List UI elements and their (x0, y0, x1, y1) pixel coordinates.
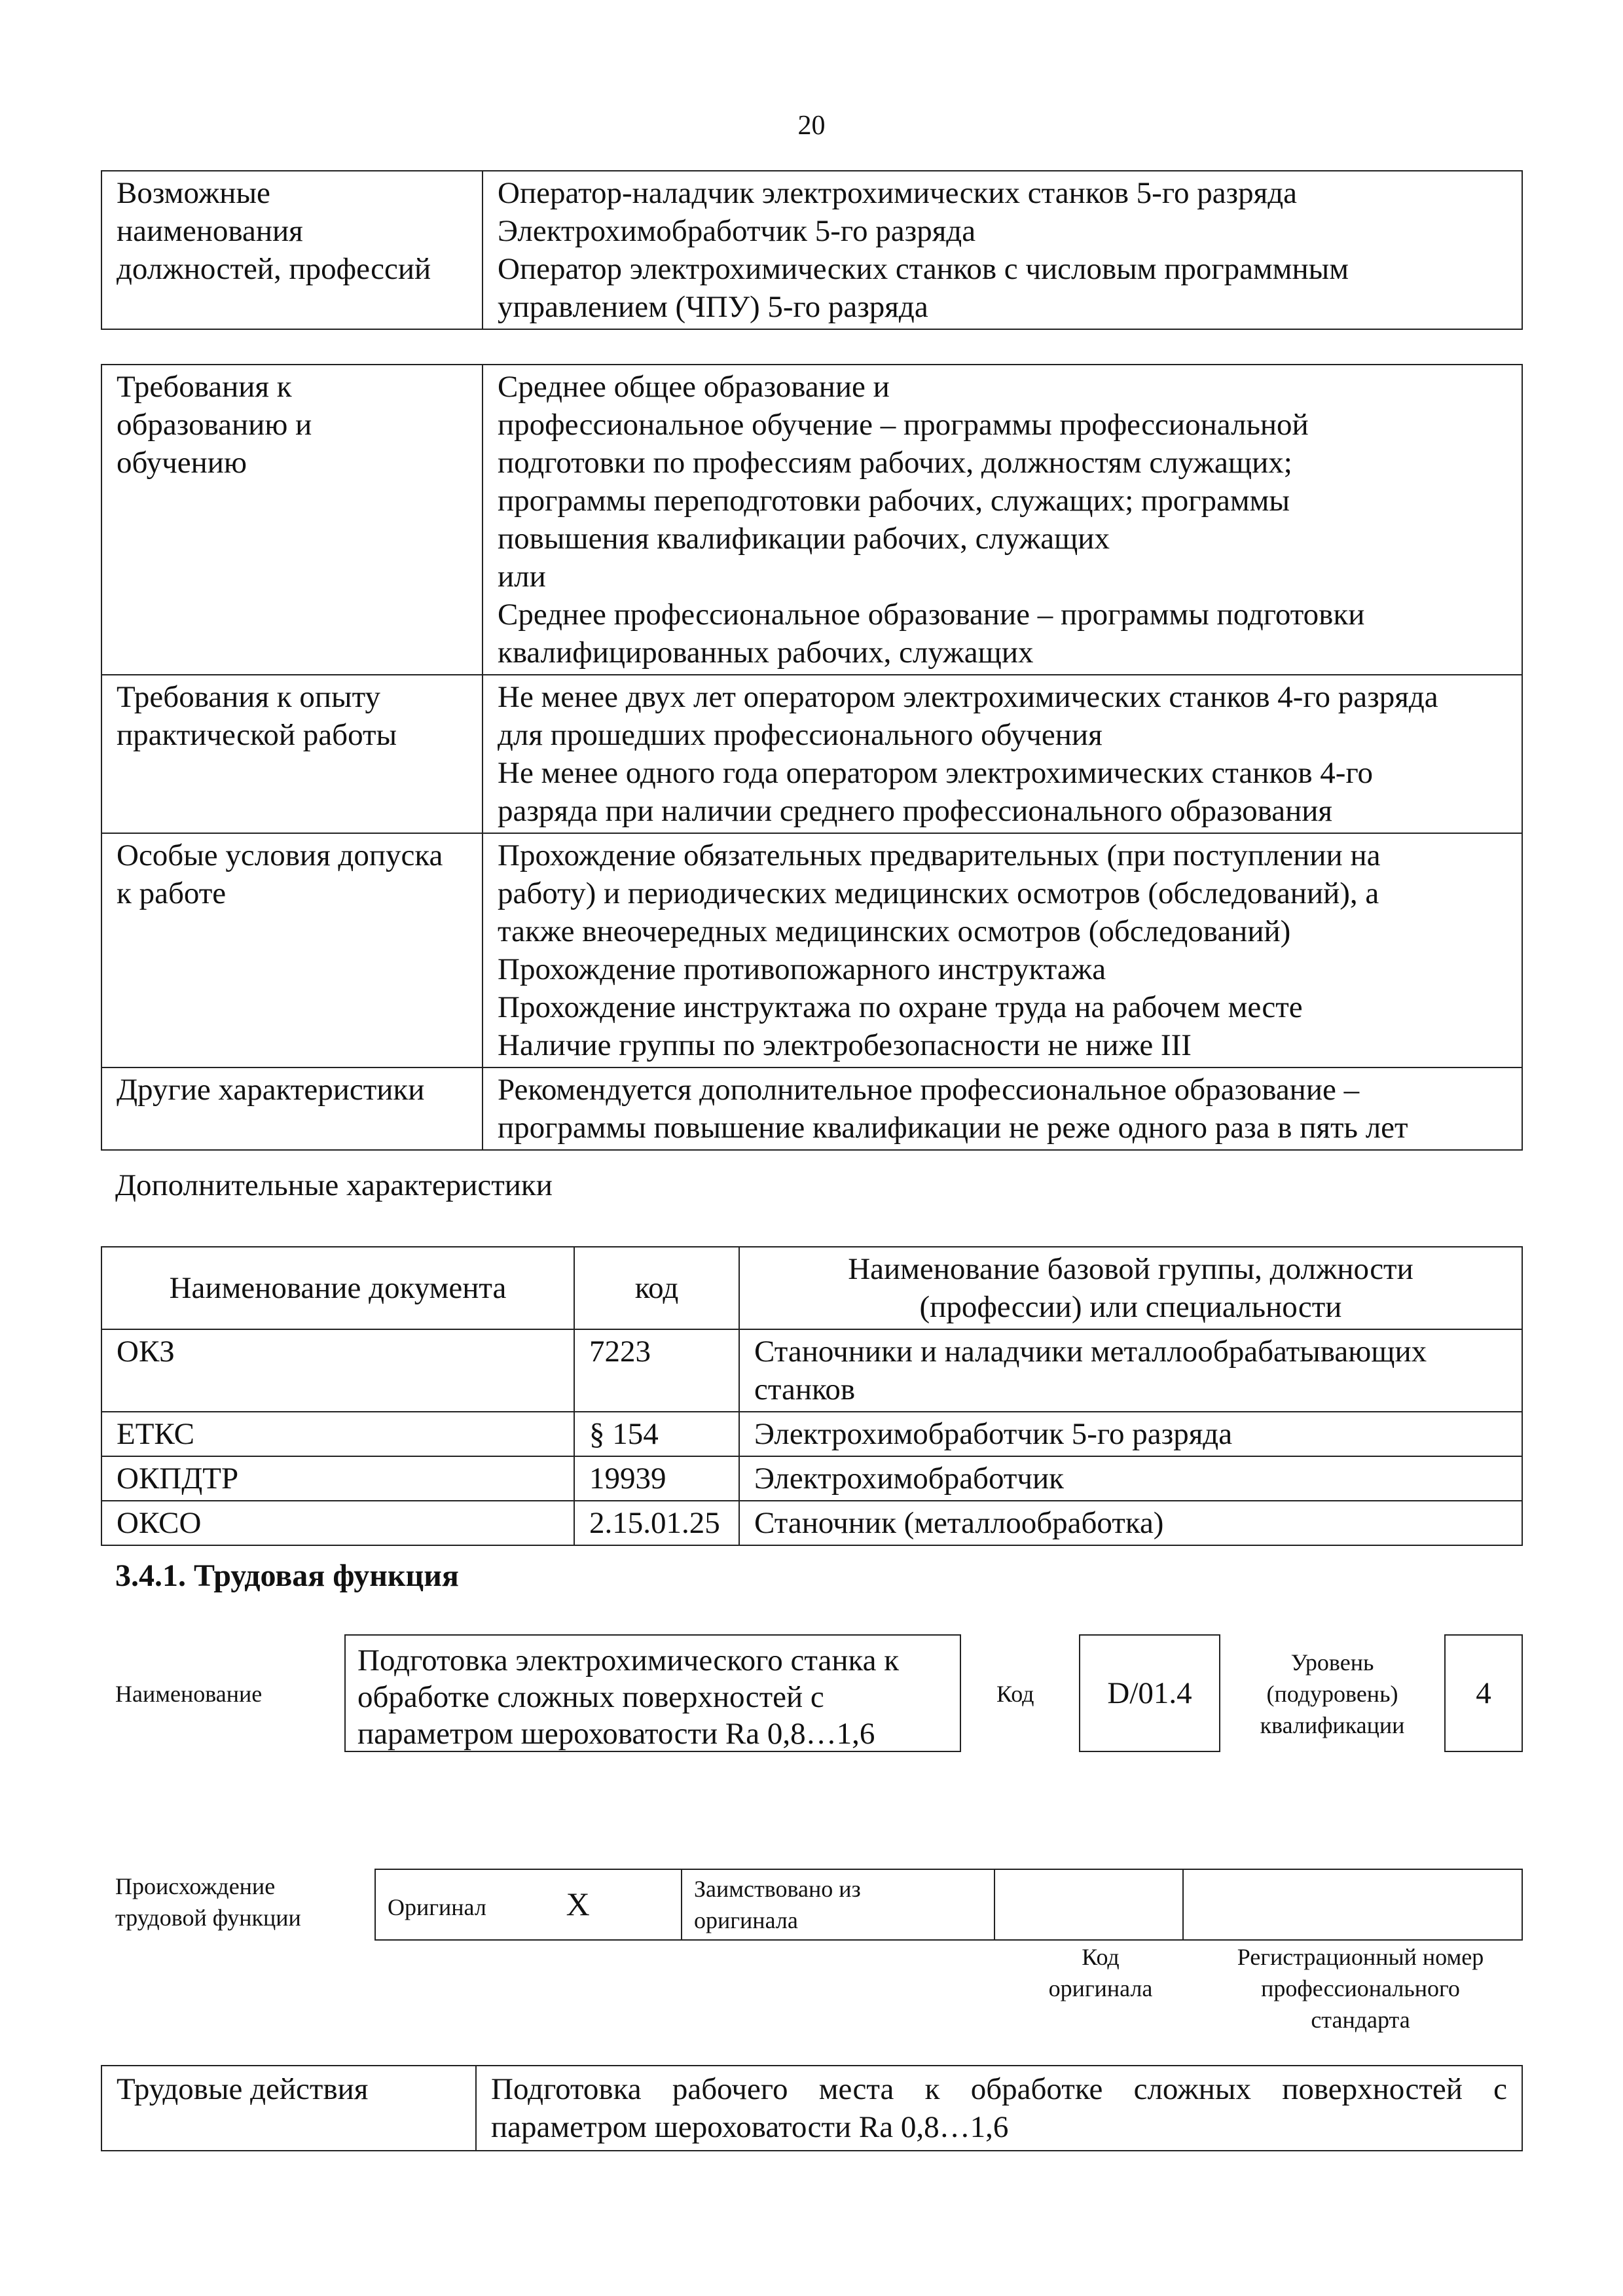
label-line: Уровень (1290, 1649, 1374, 1676)
header-line: (профессии) или специальности (919, 1290, 1342, 1324)
level-value: 4 (1476, 1676, 1491, 1710)
text-line: профессиональное обучение – программы профессиональной (498, 408, 1309, 442)
label-line: профессионального (1261, 1975, 1460, 2001)
extra-characteristics-table (101, 1246, 1523, 1546)
header-line: Наименование базовой группы, должности (848, 1252, 1413, 1286)
job-title: управлением (ЧПУ) 5-го разряда (498, 290, 928, 324)
text-line: повышения квалификации рабочих, служащих (498, 522, 1110, 556)
text-line: Рекомендуется дополнительное профессиональное образование – (498, 1073, 1360, 1107)
label-line: образованию и (117, 408, 312, 442)
label-line: Другие характеристики (117, 1073, 425, 1107)
doc-cell: ЕТКС (101, 1412, 574, 1456)
special-conditions-label (101, 833, 483, 1067)
text-line: работу) и периодических медицинских осмотров (обследований), а (498, 876, 1379, 910)
label-line: оригинала (694, 1907, 798, 1933)
function-name-box (344, 1634, 961, 1752)
label-line: (подуровень) (1266, 1681, 1398, 1707)
labor-actions-value (476, 2066, 1522, 2151)
header-group (739, 1247, 1522, 1329)
code-cell: § 154 (574, 1412, 739, 1456)
job-titles-label (101, 171, 483, 329)
label-line: должностей, профессий (117, 252, 431, 286)
text-line: для прошедших профессионального обучения (498, 718, 1103, 752)
labor-actions-label: Трудовые действия (101, 2066, 476, 2151)
header-doc: Наименование документа (101, 1247, 574, 1329)
level-box (1444, 1634, 1523, 1752)
extra-characteristics-caption: Дополнительные характеристики (115, 1168, 553, 1202)
doc-cell: ОКЗ (101, 1329, 574, 1412)
table-row (101, 2066, 1522, 2151)
label-line: обучению (117, 446, 247, 480)
name-cell: Электрохимобработчик (739, 1456, 1522, 1501)
job-titles-values (483, 171, 1522, 329)
text-line: Подготовка электрохимического станка к (357, 1643, 900, 1677)
origin-table (374, 1869, 1523, 1941)
text-line: подготовки по профессиям рабочих, должностям служащих; (498, 446, 1292, 480)
code-cell: 19939 (574, 1456, 739, 1501)
text-line: Прохождение инструктажа по охране труда на рабочем месте (498, 990, 1303, 1024)
job-title: Оператор-наладчик электрохимических станков 5-го разряда (498, 176, 1298, 210)
table-header-row (101, 1247, 1522, 1329)
label-line: Заимствовано из (694, 1876, 861, 1902)
label-line: квалификации (1260, 1712, 1405, 1738)
text-line: квалифицированных рабочих, служащих (498, 636, 1034, 670)
education-value (483, 365, 1522, 675)
text-line: программы повышение квалификации не реже одного раза в пять лет (498, 1111, 1408, 1145)
table-row (101, 1067, 1522, 1150)
table-row (101, 365, 1522, 675)
original-label: Оригинал (388, 1894, 486, 1920)
origin-label (115, 1871, 301, 1933)
label-line: Требования к опыту (117, 680, 381, 714)
registration-caption (1198, 1941, 1523, 2036)
label-line: Требования к (117, 370, 292, 404)
original-code-cell (994, 1869, 1183, 1940)
experience-label (101, 675, 483, 833)
text-line: Не менее двух лет оператором электрохимических станков 4-го разряда (498, 680, 1438, 714)
requirements-table (101, 364, 1523, 1151)
function-heading: 3.4.1. Трудовая функция (115, 1558, 459, 1593)
label-line: наименования (117, 214, 303, 248)
text-line: также внеочередных медицинских осмотров (обследований) (498, 914, 1291, 948)
text-line: станков (754, 1372, 856, 1407)
name-cell: Станочник (металлообработка) (739, 1501, 1522, 1545)
text-line: или (498, 560, 546, 594)
labor-actions-table (101, 2065, 1523, 2151)
registration-number-cell (1183, 1869, 1522, 1940)
doc-cell: ОКСО (101, 1501, 574, 1545)
experience-value (483, 675, 1522, 833)
label-line: практической работы (117, 718, 397, 752)
label-line: Код (1082, 1944, 1120, 1970)
label-line: оригинала (1048, 1975, 1153, 2001)
function-code: D/01.4 (1107, 1676, 1192, 1710)
table-row (101, 1501, 1522, 1545)
other-characteristics-value (483, 1067, 1522, 1150)
code-cell: 7223 (574, 1329, 739, 1412)
function-name-label: Наименование (115, 1681, 263, 1707)
name-cell: Электрохимобработчик 5-го разряда (739, 1412, 1522, 1456)
name-cell (739, 1329, 1522, 1412)
text-line: параметром шероховатости Ra 0,8…1,6 (491, 2110, 1009, 2144)
job-titles-table (101, 170, 1523, 330)
code-caption (1019, 1941, 1182, 2004)
text-line: Подготовка рабочего места к обработке сложных поверхностей с (491, 2072, 1507, 2106)
code-cell: 2.15.01.25 (574, 1501, 739, 1545)
table-row (101, 1412, 1522, 1456)
text-line: параметром шероховатости Ra 0,8…1,6 (357, 1717, 875, 1751)
doc-cell: ОКПДТР (101, 1456, 574, 1501)
original-mark: X (566, 1886, 590, 1922)
level-label (1244, 1647, 1421, 1741)
header-code: код (574, 1247, 739, 1329)
text-line: Прохождение противопожарного инструктажа (498, 952, 1106, 986)
page-number: 20 (797, 111, 826, 141)
function-code-label: Код (996, 1681, 1034, 1707)
label-line: Возможные (117, 176, 270, 210)
text-line: разряда при наличии среднего профессионального образования (498, 794, 1332, 828)
table-row (101, 1456, 1522, 1501)
label-line: Регистрационный номер (1237, 1944, 1484, 1970)
job-title: Электрохимобработчик 5-го разряда (498, 214, 976, 248)
table-row (101, 1329, 1522, 1412)
label-line: Особые условия допуска (117, 838, 443, 872)
other-characteristics-label (101, 1067, 483, 1150)
text-line: Не менее одного года оператором электрохимических станков 4-го (498, 756, 1374, 790)
function-code-box (1079, 1634, 1220, 1752)
table-row (375, 1869, 1522, 1940)
text-line: Среднее профессиональное образование – программы подготовки (498, 598, 1365, 632)
text-line: Станочники и наладчики металлообрабатывающих (754, 1335, 1427, 1369)
label-line: стандарта (1311, 2007, 1410, 2033)
label-line: к работе (117, 876, 227, 910)
text-line: программы переподготовки рабочих, служащих; программы (498, 484, 1290, 518)
label-line: Происхождение (115, 1873, 276, 1899)
text-line: обработке сложных поверхностей с (357, 1680, 824, 1714)
table-row (101, 675, 1522, 833)
table-row (101, 171, 1522, 329)
label-line: трудовой функции (115, 1905, 301, 1931)
original-cell (375, 1869, 682, 1940)
special-conditions-value (483, 833, 1522, 1067)
text-line: Среднее общее образование и (498, 370, 890, 404)
job-title: Оператор электрохимических станков с числовым программным (498, 252, 1349, 286)
borrowed-cell (682, 1869, 994, 1940)
text-line: Наличие группы по электробезопасности не ниже III (498, 1028, 1192, 1062)
table-row (101, 833, 1522, 1067)
education-label (101, 365, 483, 675)
text-line: Прохождение обязательных предварительных (при поступлении на (498, 838, 1381, 872)
